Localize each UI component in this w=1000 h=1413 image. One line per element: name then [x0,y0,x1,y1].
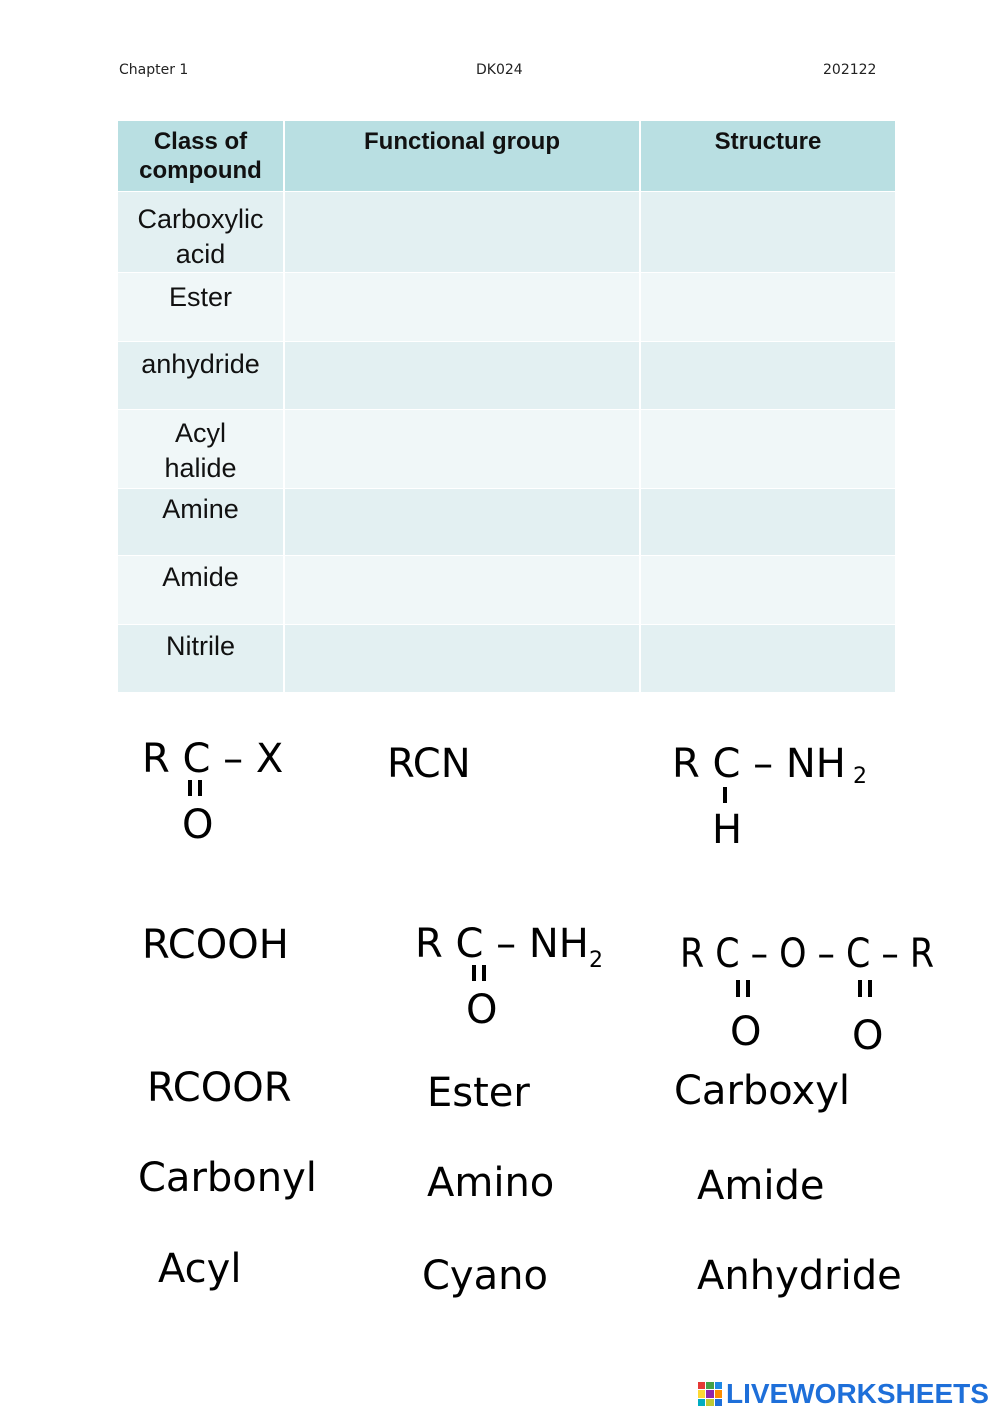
anhydride-oxygen-left: O [730,1009,762,1055]
structure-drop-zone[interactable] [640,624,896,692]
header-session: 202122 [823,62,877,78]
table-row [118,191,896,272]
acyl-label-text: Acyl [158,1246,242,1292]
logo-square [698,1382,705,1389]
acyl-halide-main-text: R C – X [142,736,284,782]
amino-label-text: Amino [427,1160,555,1206]
cyano-label-text: Cyano [422,1253,548,1299]
functional-group-drop-zone[interactable] [284,409,640,488]
class-cell: Carboxylic acid [118,191,284,272]
table-row [118,409,896,488]
amide-label-text: Amide [697,1163,825,1209]
class-cell: Amide [118,555,284,624]
class-cell: Nitrile [118,624,284,692]
class-cell: anhydride [118,341,284,409]
nitrile-text: RCN [387,741,471,787]
answer-amine-structure[interactable] [670,735,885,853]
functional-group-drop-zone[interactable] [284,555,640,624]
logo-square [715,1399,722,1406]
structure-drop-zone[interactable] [640,272,896,341]
carbonyl-label-text: Carbonyl [138,1155,317,1201]
amide-oxygen: O [466,987,498,1033]
amine-hydrogen: H [712,807,743,853]
answer-ester-label[interactable] [425,1062,555,1122]
answer-nitrile-structure[interactable] [385,735,505,790]
answer-acyl-halide-structure[interactable] [140,730,284,848]
structure-drop-zone[interactable] [640,488,896,555]
answer-carboxyl-label[interactable] [672,1058,872,1133]
answer-anhydride-structure[interactable] [678,925,938,1059]
compound-table [118,121,897,693]
liveworksheets-logo [698,1378,989,1410]
class-cell: Amine [118,488,284,555]
class-cell: Ester [118,272,284,341]
answer-amide-structure[interactable] [413,915,613,1033]
table-header-row [118,121,896,191]
class-cell: Acyl halide [118,409,284,488]
functional-group-drop-zone[interactable] [284,624,640,692]
amine-subscript: 2 [853,764,867,789]
table-row [118,341,896,409]
ester-label-text: Ester [427,1070,530,1116]
functional-group-drop-zone[interactable] [284,272,640,341]
answer-acyl-label[interactable] [156,1238,276,1313]
anhydride-oxygen-right: O [852,1013,884,1059]
logo-square [715,1382,722,1389]
functional-group-drop-zone[interactable] [284,191,640,272]
anhydride-main-text: R C – O – C – R [680,931,934,977]
answer-ester-structure[interactable] [145,1055,325,1115]
logo-text: LIVEWORKSHEETS [726,1378,989,1409]
amine-main-text: R C – NH [672,741,846,787]
logo-grid-icon [698,1382,722,1406]
answer-carboxylic-acid-structure[interactable] [140,910,310,970]
table-row [118,488,896,555]
answer-cyano-label[interactable] [420,1245,570,1320]
answer-amino-label[interactable] [425,1152,575,1212]
logo-square [706,1382,713,1389]
logo-square [698,1390,705,1397]
structure-drop-zone[interactable] [640,555,896,624]
structure-drop-zone[interactable] [640,191,896,272]
functional-group-drop-zone[interactable] [284,341,640,409]
acyl-halide-oxygen: O [182,802,214,848]
column-header-structure: Structure [640,121,896,191]
amide-main-text: R C – NH [415,921,589,967]
answer-amide-label[interactable] [695,1155,845,1215]
logo-square [706,1390,713,1397]
logo-square [698,1399,705,1406]
logo-square [715,1390,722,1397]
ester-structure-text: RCOOR [147,1065,292,1111]
logo-square [706,1399,713,1406]
header-chapter: Chapter 1 [119,62,189,78]
table-row [118,272,896,341]
column-header-functional-group: Functional group [284,121,640,191]
amide-subscript: 2 [589,948,603,973]
functional-group-drop-zone[interactable] [284,488,640,555]
answer-anhydride-label[interactable] [695,1245,925,1320]
header-course-code: DK024 [476,62,523,78]
structure-drop-zone[interactable] [640,409,896,488]
table-row [118,624,896,692]
column-header-class: Class of compound [118,121,284,191]
table-row [118,555,896,624]
answer-carbonyl-label[interactable] [136,1145,336,1220]
carboxylic-acid-text: RCOOH [142,922,289,968]
structure-drop-zone[interactable] [640,341,896,409]
anhydride-label-text: Anhydride [697,1253,902,1299]
carboxyl-label-text: Carboxyl [674,1068,850,1114]
